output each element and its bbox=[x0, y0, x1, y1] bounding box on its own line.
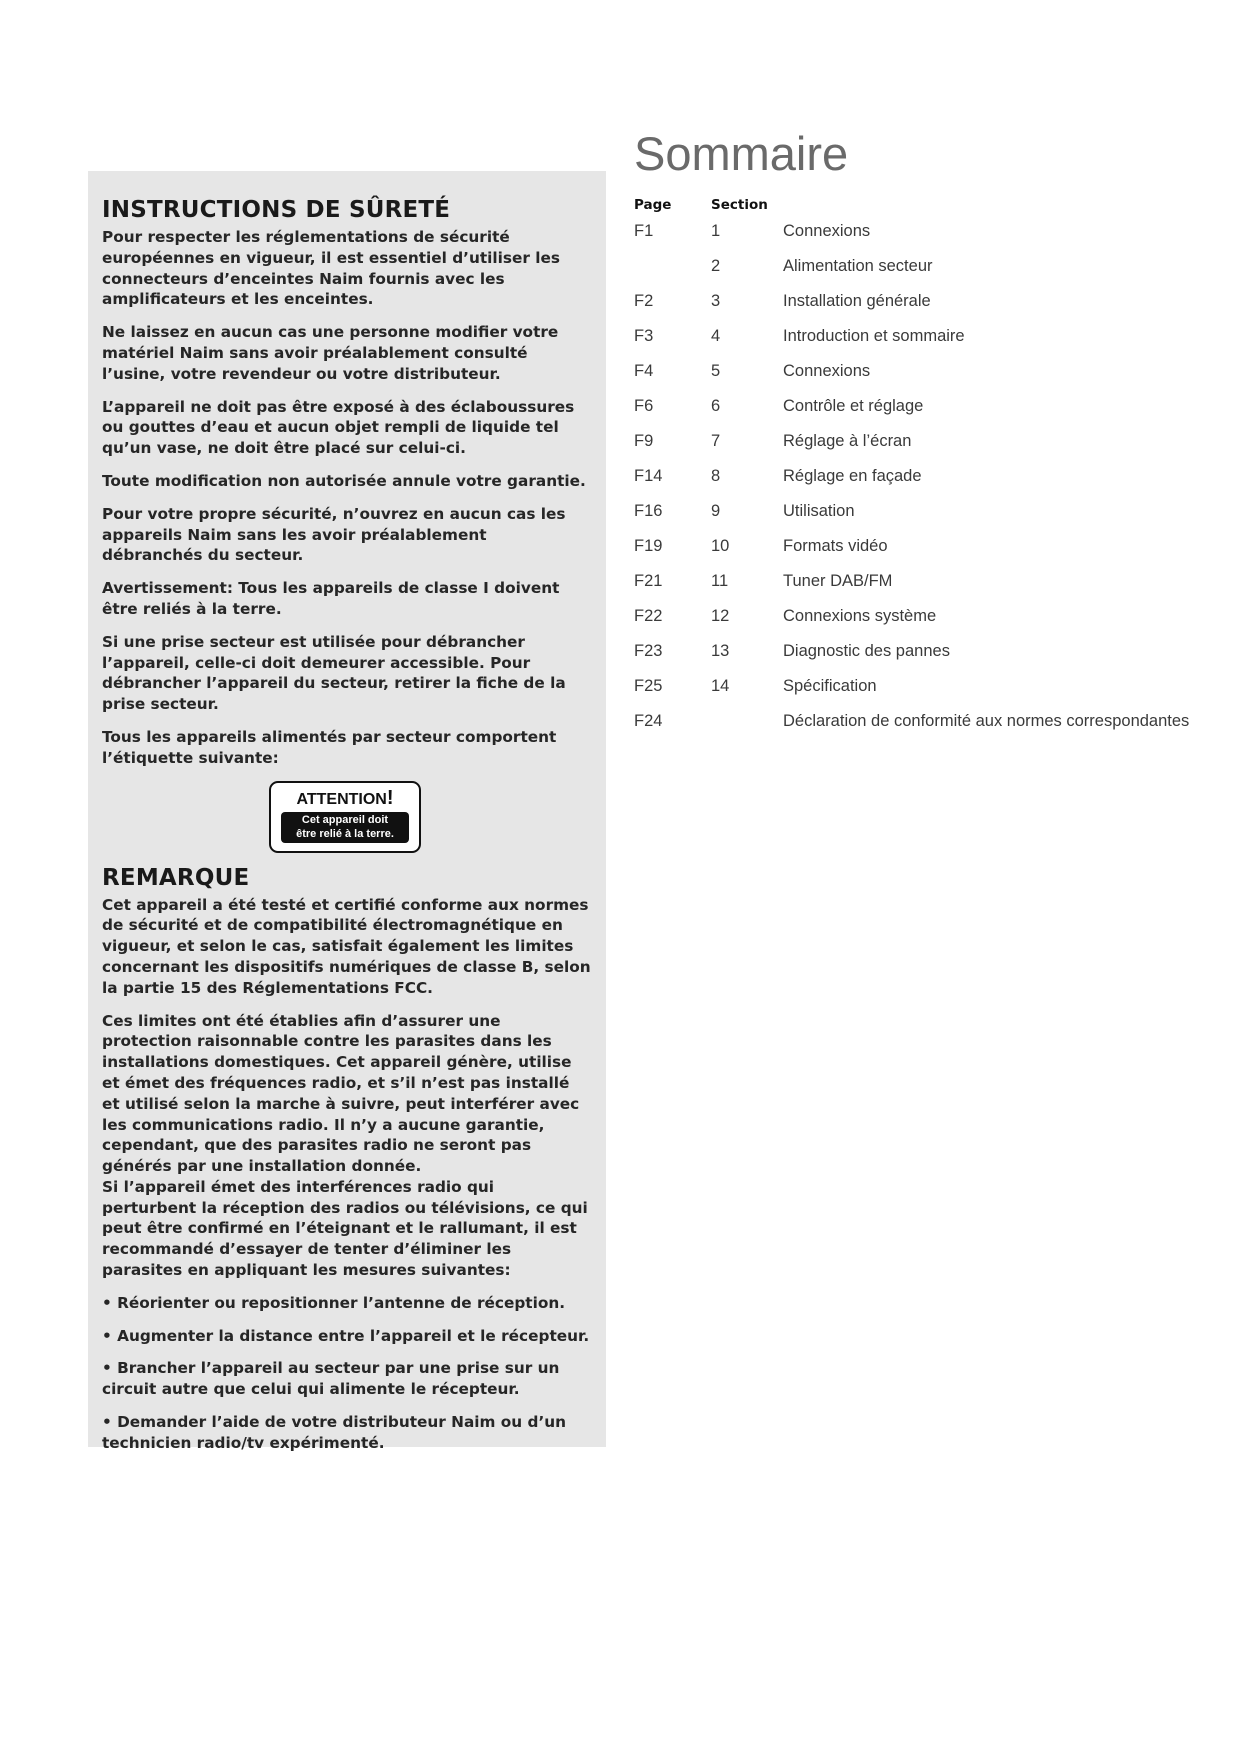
toc-section-title: Utilisation bbox=[783, 502, 855, 520]
remark-paragraph: Si l’appareil émet des interférences radio qui perturbent la réception des radios ou télévisions, ce qui peut être confirmé en l’éteignant et le rallumant, il est recommandé d’essayer de tenter d’éliminer les parasites en appliquant les mesures suivantes: bbox=[102, 1177, 588, 1280]
toc-page-number: F14 bbox=[634, 467, 663, 485]
safety-paragraph: Tous les appareils alimentés par secteur comportent l’étiquette suivante: bbox=[102, 727, 557, 767]
toc-page-number bbox=[634, 253, 711, 288]
earth-warning-label bbox=[269, 781, 421, 853]
table-of-contents bbox=[634, 196, 1194, 743]
remark-bullet: • Demander l’aide de votre distributeur Naim ou d’un technicien radio/tv expérimenté. bbox=[102, 1413, 567, 1452]
remark-bullet: • Réorienter ou repositionner l’antenne de réception. bbox=[102, 1293, 566, 1312]
toc-section-number: 5 bbox=[711, 362, 721, 380]
toc-row bbox=[634, 393, 1194, 428]
safety-paragraph: L’appareil ne doit pas être exposé à des éclaboussures ou gouttes d’eau et aucun objet rempli de liquide tel qu’un vase, ne doit être placé sur celui-ci. bbox=[102, 397, 575, 458]
toc-section-number bbox=[711, 708, 783, 743]
toc-section-title: Réglage en façade bbox=[783, 467, 922, 485]
safety-paragraph: Toute modification non autorisée annule votre garantie. bbox=[102, 471, 586, 490]
toc-section-title: Installation générale bbox=[783, 292, 931, 310]
toc-section-number: 1 bbox=[711, 222, 721, 240]
toc-row bbox=[634, 673, 1194, 708]
toc-section-number: 8 bbox=[711, 467, 721, 485]
toc-row bbox=[634, 253, 1194, 288]
toc-row bbox=[634, 708, 1194, 743]
toc-section-title: Contrôle et réglage bbox=[783, 397, 924, 415]
toc-page-number: F6 bbox=[634, 397, 654, 415]
toc-row bbox=[634, 638, 1194, 673]
toc-section-title: Diagnostic des pannes bbox=[783, 642, 950, 660]
safety-paragraph: Pour votre propre sécurité, n’ouvrez en aucun cas les appareils Naim sans les avoir préalablement débranchés du secteur. bbox=[102, 504, 566, 565]
toc-page-number: F16 bbox=[634, 502, 663, 520]
toc-header-page: Page bbox=[634, 197, 672, 213]
toc-page-number: F3 bbox=[634, 327, 654, 345]
toc-section-title: Formats vidéo bbox=[783, 537, 888, 555]
toc-page-number: F1 bbox=[634, 222, 654, 240]
safety-panel bbox=[88, 171, 606, 1452]
toc-section-title: Connexions bbox=[783, 362, 871, 380]
attention-message: Cet appareil doit être relié à la terre. bbox=[281, 812, 409, 843]
toc-page-number: F2 bbox=[634, 292, 654, 310]
toc-section-title: Réglage à l’écran bbox=[783, 432, 912, 450]
toc-section-title: Alimentation secteur bbox=[783, 257, 933, 275]
toc-row bbox=[634, 463, 1194, 498]
toc-page-number: F22 bbox=[634, 607, 663, 625]
toc-section-title: Connexions système bbox=[783, 607, 937, 625]
toc-section-title: Introduction et sommaire bbox=[783, 327, 965, 345]
toc-page-number: F24 bbox=[634, 712, 663, 730]
safety-paragraph: Avertissement: Tous les appareils de classe I doivent être reliés à la terre. bbox=[102, 579, 560, 618]
safety-paragraph: Si une prise secteur est utilisée pour débrancher l’appareil, celle-ci doit demeurer accessible. Pour débrancher l’appareil du secteur, retirer la fiche de la prise secteur. bbox=[102, 632, 566, 714]
safety-paragraph: Pour respecter les réglementations de sécurité européennes en vigueur, il est essentiel d’utiliser les connecteurs d’enceintes Naim fournis avec les amplificateurs et les enceintes. bbox=[102, 228, 560, 309]
toc-row bbox=[634, 533, 1194, 568]
remark-paragraph: Cet appareil a été testé et certifié conforme aux normes de sécurité et de compatibilité électromagnétique en vigueur, et selon le cas, satisfait également les limites concernant les dispositifs numériques de classe B, selon la partie 15 des Réglementations FCC. bbox=[102, 895, 591, 997]
toc-section-title: Spécification bbox=[783, 677, 877, 695]
toc-row bbox=[634, 568, 1194, 603]
toc-page-number: F21 bbox=[634, 572, 663, 590]
toc-section-number: 12 bbox=[711, 607, 730, 625]
toc-section-title: Connexions bbox=[783, 222, 871, 240]
toc-row bbox=[634, 603, 1194, 638]
toc-section-number: 14 bbox=[711, 677, 730, 695]
toc-row bbox=[634, 358, 1194, 393]
remark-paragraph: Ces limites ont été établies afin d’assurer une protection raisonnable contre les parasites dans les installations domestiques. Cet appareil génère, utilise et émet des fréquences radio, et s’il n’est pas installé et utilisé selon la marche à suivre, peut interférer avec les communications radio. Il n’y a aucune garantie, cependant, que des parasites radio ne seront pas générés par une installation donnée. bbox=[102, 1011, 580, 1176]
toc-section-number: 2 bbox=[711, 257, 721, 275]
toc-header-section: Section bbox=[711, 197, 768, 213]
toc-page-number: F23 bbox=[634, 642, 663, 660]
toc-page-number: F9 bbox=[634, 432, 654, 450]
safety-heading: INSTRUCTIONS DE SÛRETÉ bbox=[102, 197, 451, 223]
earth-warning-label-wrap bbox=[102, 781, 592, 853]
toc-section-number: 11 bbox=[711, 572, 729, 590]
attention-title: ATTENTION! bbox=[296, 786, 394, 809]
toc-section-number: 6 bbox=[711, 397, 721, 415]
toc-page-number: F25 bbox=[634, 677, 663, 695]
safety-paragraph: Ne laissez en aucun cas une personne modifier votre matériel Naim sans avoir préalablement consulté l’usine, votre revendeur ou votre distributeur. bbox=[102, 323, 559, 383]
toc-section-number: 7 bbox=[711, 432, 721, 450]
toc-section-title: Tuner DAB/FM bbox=[783, 572, 893, 590]
toc-row bbox=[634, 498, 1194, 533]
toc-row bbox=[634, 323, 1194, 358]
sommaire-title: Sommaire bbox=[634, 127, 849, 180]
remark-bullet: • Brancher l’appareil au secteur par une prise sur un circuit autre que celui qui alimente le récepteur. bbox=[102, 1359, 560, 1399]
remark-heading: REMARQUE bbox=[102, 864, 250, 891]
toc-section-title: Déclaration de conformité aux normes correspondantes bbox=[783, 712, 1190, 730]
exclamation-icon: ! bbox=[386, 786, 394, 809]
toc-section-number: 4 bbox=[711, 327, 721, 345]
toc-rows bbox=[634, 218, 1194, 743]
toc-row bbox=[634, 288, 1194, 323]
remark-bullet: • Augmenter la distance entre l’appareil et le récepteur. bbox=[102, 1326, 590, 1345]
toc-section-number: 3 bbox=[711, 292, 721, 310]
toc-header bbox=[634, 196, 1194, 218]
toc-row bbox=[634, 218, 1194, 253]
toc-section-number: 10 bbox=[711, 537, 730, 555]
toc-section-number: 9 bbox=[711, 502, 721, 520]
toc-page-number: F4 bbox=[634, 362, 654, 380]
toc-row bbox=[634, 428, 1194, 463]
toc-section-number: 13 bbox=[711, 642, 730, 660]
toc-page-number: F19 bbox=[634, 537, 663, 555]
